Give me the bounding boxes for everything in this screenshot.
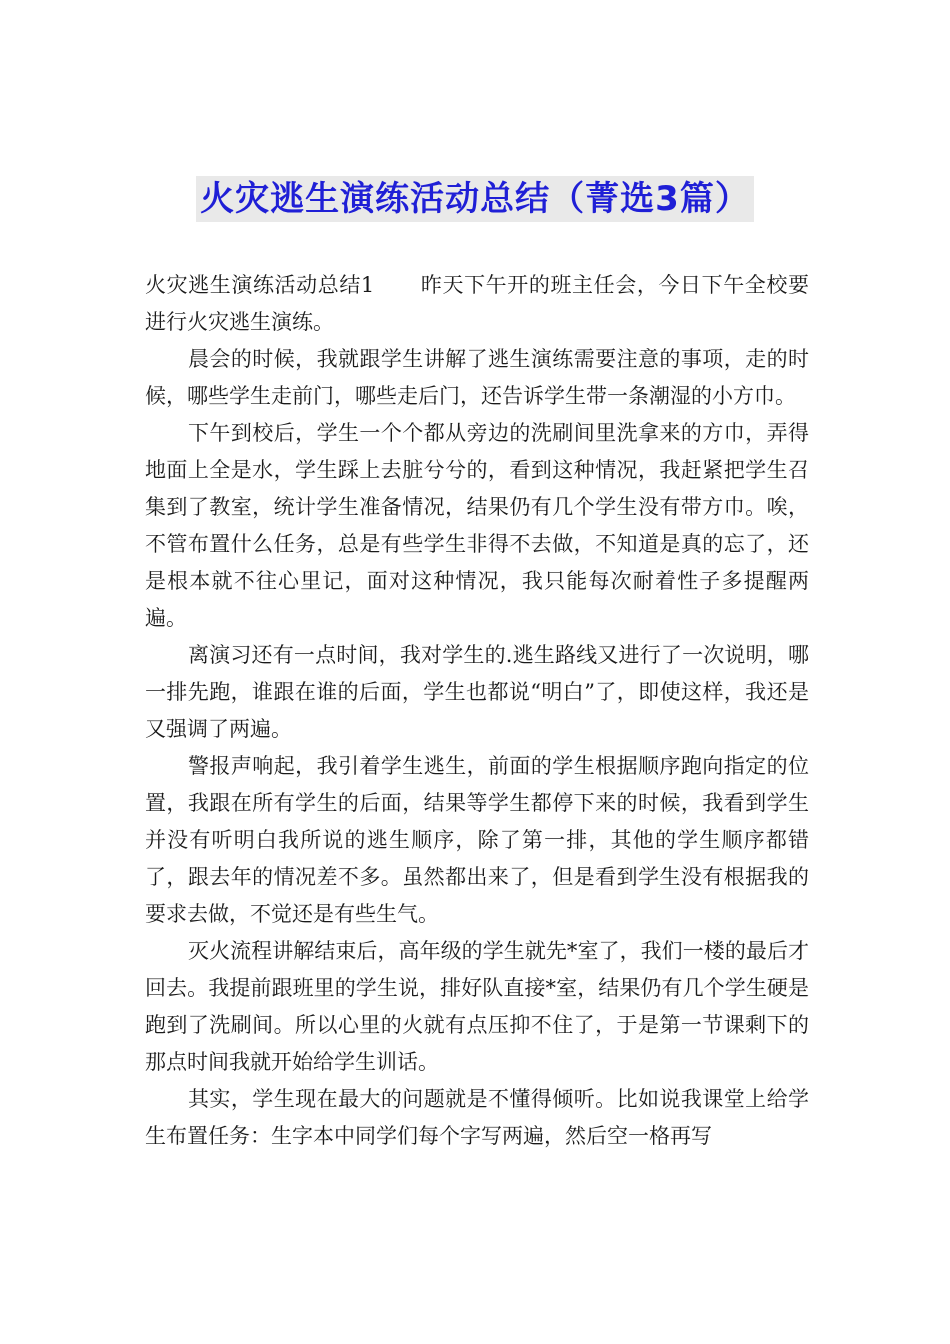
- lead-paragraph: [145, 267, 809, 341]
- paragraph-3: 离演习还有一点时间，我对学生的.逃生路线又进行了一次说明，哪一排先跑，谁跟在谁的后面，学生也都说“明白”了，即使这样，我还是又强调了两遍。: [145, 643, 809, 741]
- lead-label: 火灾逃生演练活动总结1: [145, 273, 375, 297]
- document-body: [145, 267, 809, 1155]
- paragraph-6: 其实，学生现在最大的问题就是不懂得倾听。比如说我课堂上给学生布置任务：生字本中同学们每个字写两遍，然后空一格再写: [145, 1087, 809, 1148]
- paragraph-2: 下午到校后，学生一个个都从旁边的洗刷间里洗拿来的方巾，弄得地面上全是水，学生踩上去脏兮兮的，看到这种情况，我赶紧把学生召集到了教室，统计学生准备情况，结果仍有几个学生没有带方巾。唉，不管布置什么任务，总是有些学生非得不去做，不知道是真的忘了，还是根本就不往心里记，面对这种情况，我只能每次耐着性子多提醒两遍。: [145, 421, 809, 630]
- paragraph-1: 晨会的时候，我就跟学生讲解了逃生演练需要注意的事项，走的时候，哪些学生走前门，哪些走后门，还告诉学生带一条潮湿的小方巾。: [145, 347, 809, 408]
- paragraph-4: 警报声响起，我引着学生逃生，前面的学生根据顺序跑向指定的位置，我跟在所有学生的后面，结果等学生都停下来的时候，我看到学生并没有听明白我所说的逃生顺序，除了第一排，其他的学生顺序都错了，跟去年的情况差不多。虽然都出来了，但是看到学生没有根据我的要求去做，不觉还是有些生气。: [145, 754, 809, 926]
- paragraph-5: 灭火流程讲解结束后，高年级的学生就先*室了，我们一楼的最后才回去。我提前跟班里的学生说，排好队直接*室，结果仍有几个学生硬是跑到了洗刷间。所以心里的火就有点压抑不住了，于是第一节课剩下的那点时间我就开始给学生训话。: [145, 939, 809, 1074]
- document-title: 火灾逃生演练活动总结（菁选3篇）: [196, 176, 754, 222]
- lead-text: 昨天下午开的班主任会，今日下午全校要进行火灾逃生演练。: [145, 273, 809, 334]
- title-container: [0, 176, 950, 222]
